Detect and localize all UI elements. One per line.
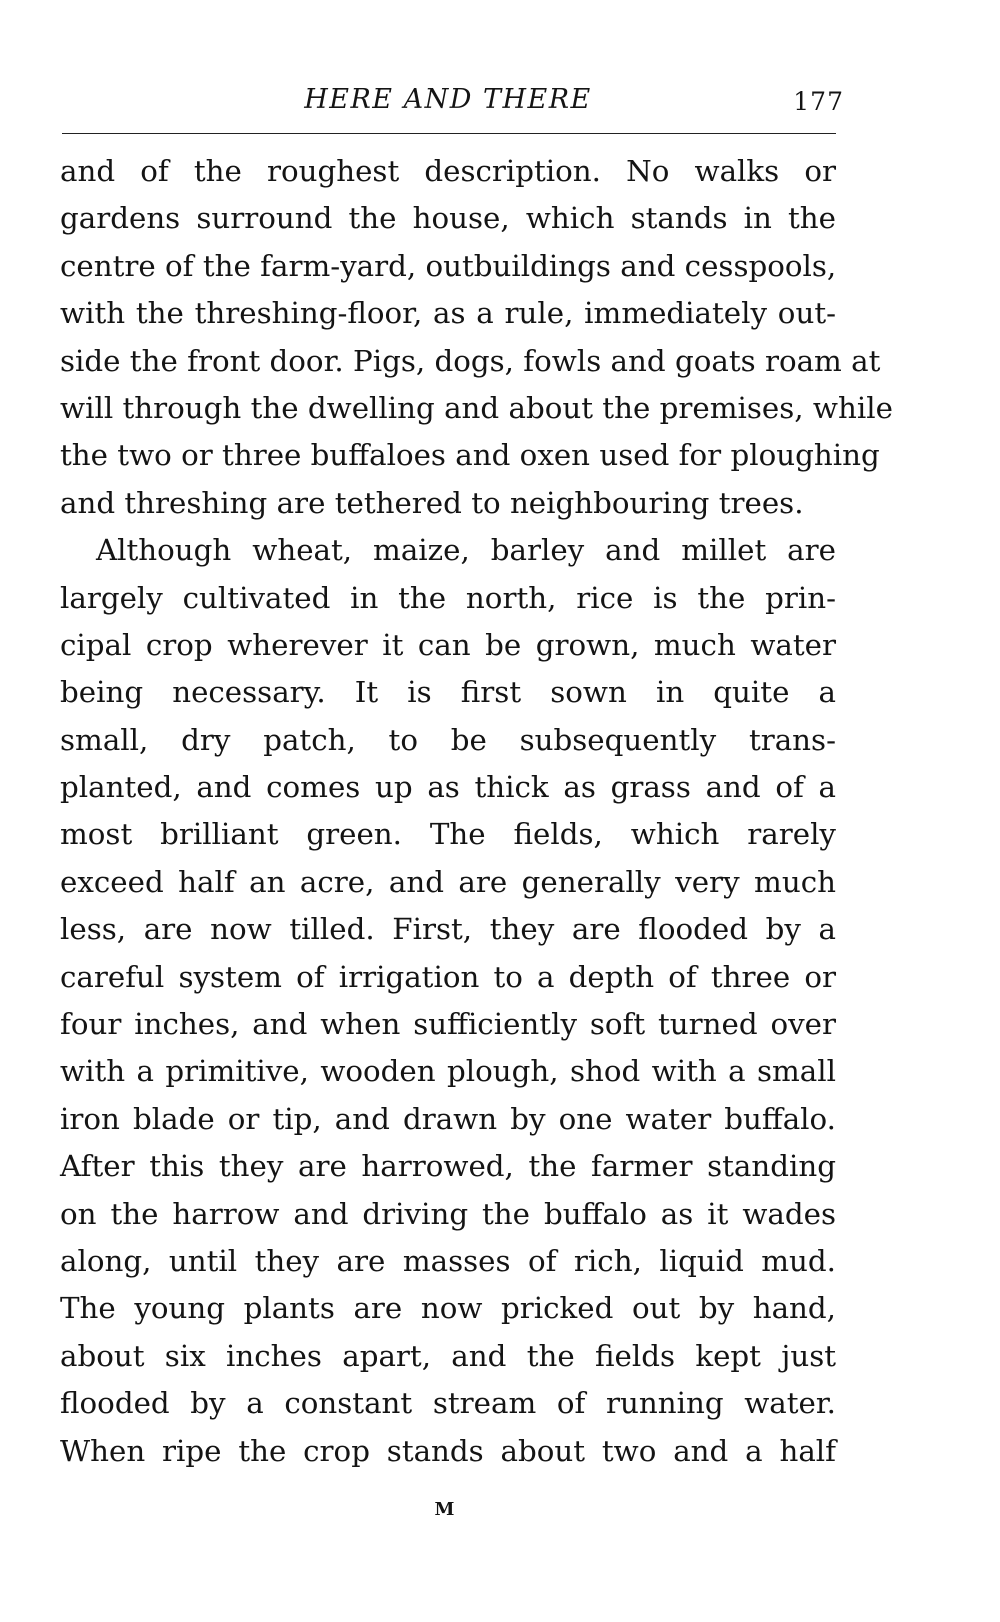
text-line: with the threshing-floor, as a rule, immediately out-: [60, 296, 836, 331]
signature-mark: M: [434, 1499, 456, 1520]
text-line: about six inches apart, and the fields kept just: [60, 1338, 836, 1373]
text-line: After this they are harrowed, the farmer standing: [60, 1149, 836, 1184]
paragraph-end-line: and threshing are tethered to neighbouring trees.: [60, 485, 804, 520]
body-text: [60, 148, 893, 1475]
header-rule: [62, 133, 836, 134]
running-title: HERE AND THERE: [304, 84, 592, 115]
text-line: the two or three buffaloes and oxen used for ploughing: [60, 438, 880, 473]
page-number: 177: [793, 87, 844, 116]
text-line: planted, and comes up as thick as grass and of a: [60, 770, 836, 805]
text-line: side the front door. Pigs, dogs, fowls and goats roam at: [60, 343, 881, 378]
text-line: The young plants are now pricked out by hand,: [60, 1291, 836, 1326]
text-line: gardens surround the house, which stands in the: [60, 201, 836, 236]
text-line: small, dry patch, to be subsequently trans-: [60, 722, 836, 757]
paragraph-start-line: Although wheat, maize, barley and millet are: [96, 533, 836, 568]
text-line: along, until they are masses of rich, liquid mud.: [60, 1243, 836, 1278]
text-line: on the harrow and driving the buffalo as it wades: [60, 1196, 836, 1231]
text-line: iron blade or tip, and drawn by one water buffalo.: [60, 1101, 836, 1136]
text-line: cipal crop wherever it can be grown, much water: [60, 627, 836, 662]
text-line: most brilliant green. The fields, which rarely: [60, 817, 836, 852]
text-line: and of the roughest description. No walks or: [60, 154, 836, 188]
text-line: will through the dwelling and about the premises, while: [60, 390, 893, 425]
text-line: flooded by a constant stream of running water.: [60, 1386, 836, 1421]
text-line: largely cultivated in the north, rice is the prin-: [60, 580, 836, 615]
text-line: exceed half an acre, and are generally very much: [60, 864, 836, 899]
text-line: When ripe the crop stands about two and a half: [60, 1433, 836, 1468]
text-line: less, are now tilled. First, they are flooded by a: [60, 912, 836, 947]
text-line: with a primitive, wooden plough, shod with a small: [60, 1054, 836, 1089]
text-line: four inches, and when sufficiently soft turned over: [60, 1007, 836, 1042]
text-line: centre of the farm-yard, outbuildings and cesspools,: [60, 248, 837, 283]
text-line: careful system of irrigation to a depth of three or: [60, 959, 836, 994]
text-line: being necessary. It is first sown in quite a: [60, 675, 836, 710]
running-head: [60, 84, 844, 124]
